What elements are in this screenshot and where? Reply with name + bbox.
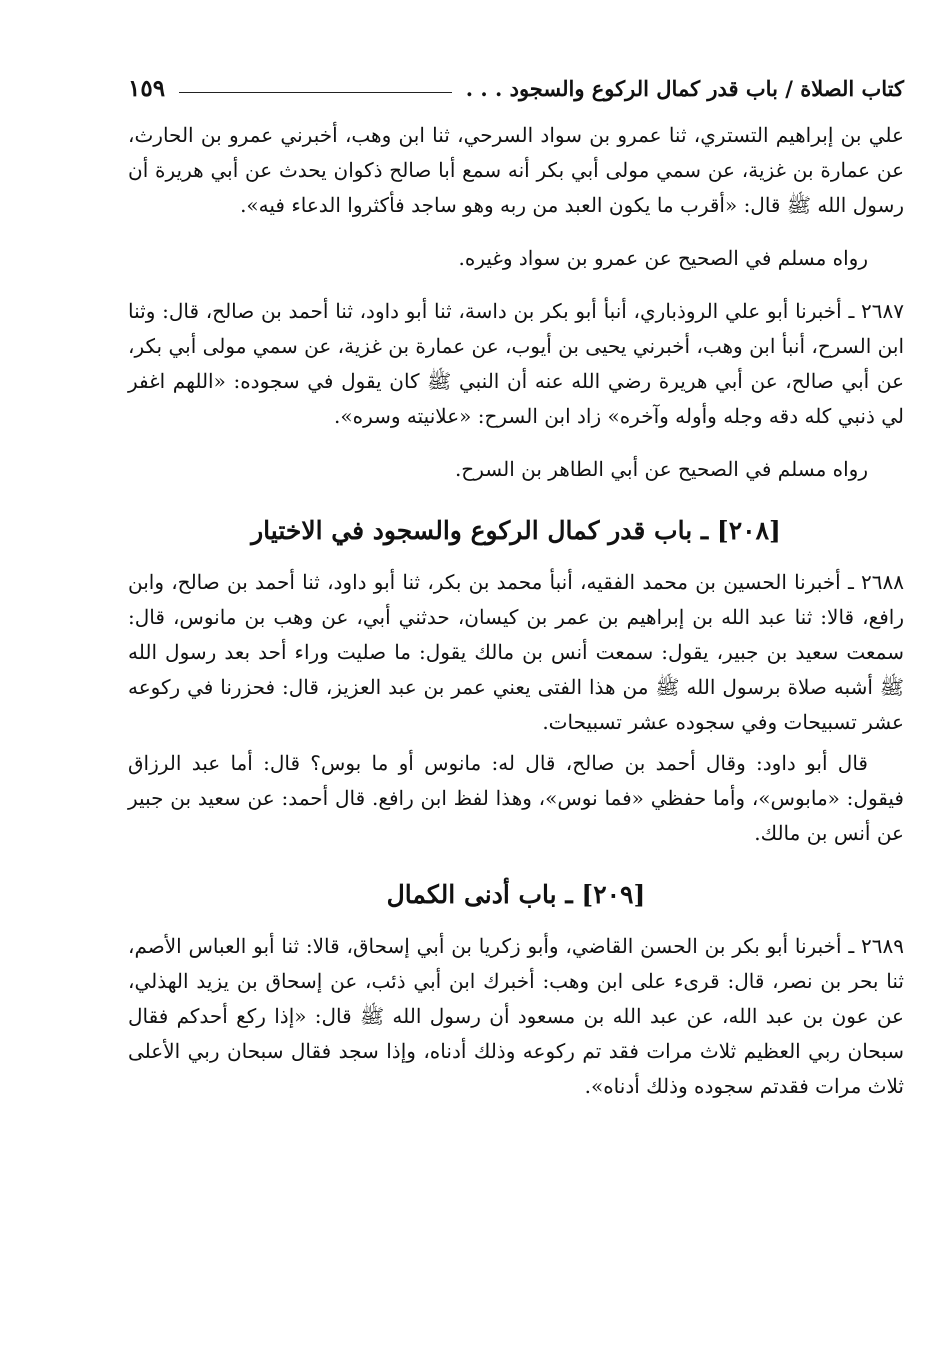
running-header-title: كتاب الصلاة / باب قدر كمال الركوع والسجود . . .	[465, 75, 904, 101]
narration-note: رواه مسلم في الصحيح عن أبي الطاهر بن السرح.	[454, 457, 868, 481]
hadith-2687: ٢٦٨٧ ـ أخبرنا أبو علي الروذباري، أنبأ أبو بكر بن داسة، ثنا أبو داود، ثنا أحمد بن صالح، قال: وثنا ابن السرح، أنبأ ابن وهب، أخبرني يحيى بن أيوب، عن عمارة بن غزية، عن سمي مولى أبي بكر، عن أبي صالح، عن أبي هريرة رضي الله عنه أن النبي ﷺ كان يقول في سجوده: «اللهم اغفر لي ذنبي كله دقه وجله وأوله وآخره» زاد ابن السرح: «علانيته وسره».	[128, 299, 904, 428]
book-page	[128, 64, 904, 1104]
hadith-2689: ٢٦٨٩ ـ أخبرنا أبو بكر بن الحسن القاضي، وأبو زكريا بن أبي إسحاق، قالا: ثنا أبو العباس الأصم، ثنا بحر بن نصر، قال: قرىء على ابن وهب: أخبرك ابن أبي ذئب، عن إسحاق بن يزيد الهذلي، عن عون بن عبد الله، عن عبد الله بن مسعود أن رسول الله ﷺ قال: «إذا ركع أحدكم فقال سبحان ربي العظيم ثلاث مرات فقد تم ركوعه وذلك أدناه، وإذا سجد فقال سبحان ربي الأعلى ثلاث مرات فقدتم سجوده وذلك أدناه».	[128, 934, 904, 1098]
chapter-heading-209: [٢٠٩] ـ باب أدنى الكمال	[386, 880, 646, 909]
chapter-heading-208: [٢٠٨] ـ باب قدر كمال الركوع والسجود في الاختيار	[251, 516, 781, 545]
page-number: ١٥٩	[128, 74, 166, 102]
hadith-2688: ٢٦٨٨ ـ أخبرنا الحسين بن محمد الفقيه، أنبأ محمد بن بكر، ثنا أبو داود، ثنا أحمد بن صالح، وابن رافع، قالا: ثنا عبد الله بن إبراهيم بن عمر بن كيسان، حدثني أبي، عن وهب بن مانوس، قال: سمعت سعيد بن جبير، يقول: سمعت أنس بن مالك يقول: ما صليت وراء أحد بعد رسول الله ﷺ أشبه صلاة برسول الله ﷺ من هذا الفتى يعني عمر بن عبد العزيز، قال: فحزرنا في ركوعه عشر تسبيحات وفي سجوده عشر تسبيحات.	[128, 570, 904, 734]
running-header	[128, 64, 904, 112]
hadith-continuation: علي بن إبراهيم التستري، ثنا عمرو بن سواد السرحي، ثنا ابن وهب، أخبرني عمرو بن الحارث، عن عمارة بن غزية، عن سمي مولى أبي بكر أنه سمع أبا صالح ذكوان يحدث عن أبي هريرة أن رسول الله ﷺ قال: «أقرب ما يكون العبد من ربه وهو ساجد فأكثروا الدعاء فيه».	[128, 123, 904, 217]
narration-note: رواه مسلم في الصحيح عن عمرو بن سواد وغيره.	[458, 246, 868, 270]
abu-dawud-comment: قال أبو داود: وقال أحمد بن صالح، قال له: مانوس أو ما بوس؟ قال: أما عبد الرزاق فيقول: «مابوس»، وأما حفظي «فما نوس»، وهذا لفظ ابن رافع. قال أحمد: عن سعيد بن جبير عن أنس بن مالك.	[128, 751, 904, 845]
header-rule	[179, 92, 452, 93]
